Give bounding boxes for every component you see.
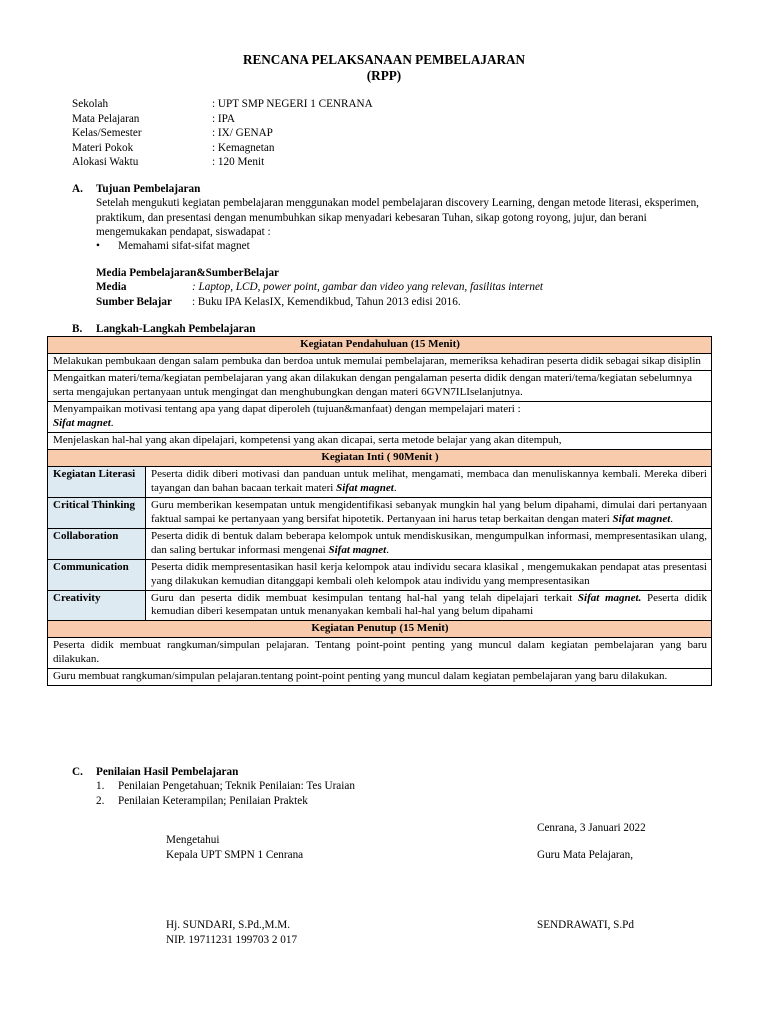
identity-row [72,155,373,170]
identity-row [72,112,373,127]
table-row: Melakukan pembukaan dengan salam pembuka dan berdoa untuk memulai pembelajaran, memeriksa kehadiran peserta didik sebagai sikap disiplin [48,353,712,370]
identity-label: Mata Pelajaran [72,112,140,125]
section-penilaian [72,765,355,808]
principal-nip: NIP. 19711231 199703 2 017 [166,934,298,946]
activity-table [47,336,712,686]
media-block [96,266,543,309]
document-title: RENCANA PELAKSANAAN PEMBELAJARAN [242,52,526,67]
pendahuluan-header: Kegiatan Pendahuluan (15 Menit) [48,337,712,354]
inti-label: Kegiatan Literasi [48,466,146,497]
inti-label: Communication [48,559,146,590]
principal-name: Hj. SUNDARI, S.Pd.,M.M. [166,919,291,931]
media-row: Media : Laptop, LCD, power point, gambar dan video yang relevan, fasilitas internet [96,281,544,294]
inti-text: Guru dan peserta didik membuat kesimpulan tentang hal-hal yang telah dipelajari terkait Sifat magnet. Peserta didik kemudian diberi kesempatan untuk menanyakan kembali hal-hal yang belum dipahami [146,590,712,621]
identity-value: : IPA [212,112,235,125]
identity-label: Alokasi Waktu [72,156,139,168]
identity-value: : 120 Menit [212,156,265,168]
principal-role: Kepala UPT SMPN 1 Cenrana [166,849,304,861]
inti-header: Kegiatan Inti ( 90Menit ) [48,449,712,466]
inti-text: Peserta didik diberi motivasi dan panduan untuk melihat, mengamati, membaca dan menuliskannya kembali. Mereka diberi tayangan dan bahan bacaan terkait materi Sifat magnet. [146,466,712,497]
inti-label: Creativity [48,590,146,621]
list-item: • Memahami sifat-sifat magnet [96,240,250,253]
identity-row [72,141,373,156]
materi-emphasis: Sifat magnet [53,416,111,429]
section-tujuan [72,182,715,254]
list-item: 1. Penilaian Pengetahuan; Teknik Penilaian: Tes Uraian [96,780,355,793]
identity-row [72,126,373,141]
identity-label: Kelas/Semester [72,127,142,139]
media-heading: Media Pembelajaran&SumberBelajar [96,267,280,279]
identity-value: : UPT SMP NEGERI 1 CENRANA [212,98,373,110]
place-date: Cenrana, 3 Januari 2022 [537,822,646,834]
list-item: 2. Penilaian Keterampilan; Penilaian Praktek [96,794,308,807]
inti-text: Peserta didik di bentuk dalam beberapa kelompok untuk mendiskusikan, mengumpulkan informasi, mempresentasikan ulang, dan saling bertukar informasi mengenai Sifat magnet. [146,528,712,559]
identity-value: : Kemagnetan [212,141,275,154]
inti-label: Collaboration [48,528,146,559]
identity-label: Materi Pokok [72,141,134,154]
identity-label: Sekolah [72,98,109,110]
inti-text: Peserta didik mempresentasikan hasil kerja kelompok atau individu secara klasikal , mengemukakan pendapat atas presentasi yang dilakukan kemudian ditanggapi kembali oleh kelompok atau individu yang mempresentasikan [146,559,712,590]
teacher-role: Guru Mata Pelajaran, [537,849,633,861]
section-heading: C. Penilaian Hasil Pembelajaran [72,766,239,778]
table-row: Mengaitkan materi/tema/kegiatan pembelajaran yang akan dilakukan dengan pengalaman peserta didik dengan materi/tema/kegiatan sebelumnya serta mengajukan pertanyaan untuk mengingat dan menghubungkan dengan materi 6GVN7ILIselanjutnya. [48,370,712,401]
table-row: Menyampaikan motivasi tentang apa yang dapat diperoleh (tujuan&manfaat) dengan mempelajari materi : Sifat magnet. [48,401,712,432]
section-heading: A. Tujuan Pembelajaran [72,183,201,195]
table-row: Guru membuat rangkuman/simpulan pelajaran.tentang point-point penting yang muncul dalam kegiatan pembelajaran yang baru dilakukan. [48,669,712,686]
identity-row [72,97,373,112]
inti-label: Critical Thinking [48,497,146,528]
table-row: Menjelaskan hal-hal yang akan dipelajari, kompetensi yang akan dicapai, serta metode belajar yang akan ditempuh, [48,432,712,449]
penutup-header: Kegiatan Penutup (15 Menit) [48,621,712,638]
identity-block [72,97,373,170]
table-row: Peserta didik membuat rangkuman/simpulan pelajaran. Tentang point-point penting yang muncul dalam kegiatan pembelajaran yang baru dilakukan. [48,638,712,669]
sumber-row: Sumber Belajar : Buku IPA KelasIX, Kemendikbud, Tahun 2013 edisi 2016. [96,295,461,308]
section-langkah [72,322,255,336]
media-value: : Laptop, LCD, power point, gambar dan video yang relevan, fasilitas internet [192,281,544,294]
bullet-icon: • [96,240,100,253]
teacher-name: SENDRAWATI, S.Pd [537,919,635,931]
mengetahui-label: Mengetahui [166,834,220,846]
sumber-value: : Buku IPA KelasIX, Kemendikbud, Tahun 2013 edisi 2016. [192,295,461,308]
document-subtitle: (RPP) [366,68,402,83]
section-heading: B. Langkah-Langkah Pembelajaran [72,323,256,335]
inti-text: Guru memberikan kesempatan untuk mengidentifikasi sebanyak mungkin hal yang belum dipahami, dimulai dari pertanyaan faktual sampai ke pertanyaan yang bersifat hipotetik. Pertanyaan ini harus tetap berkaitan dengan materi Sifat magnet. [146,497,712,528]
identity-value: : IX/ GENAP [212,127,273,139]
tujuan-paragraph: Setelah mengukuti kegiatan pembelajaran menggunakan model pembelajaran discovery Learning, dengan metode literasi, eksperimen, praktikum, dan presentasi dengan menumbuhkan sikap menyadari kebesaran Tuhan, sikap gotong royong, jujur, dan berani mengemukakan pendapat, siswadapat : [96,197,699,238]
